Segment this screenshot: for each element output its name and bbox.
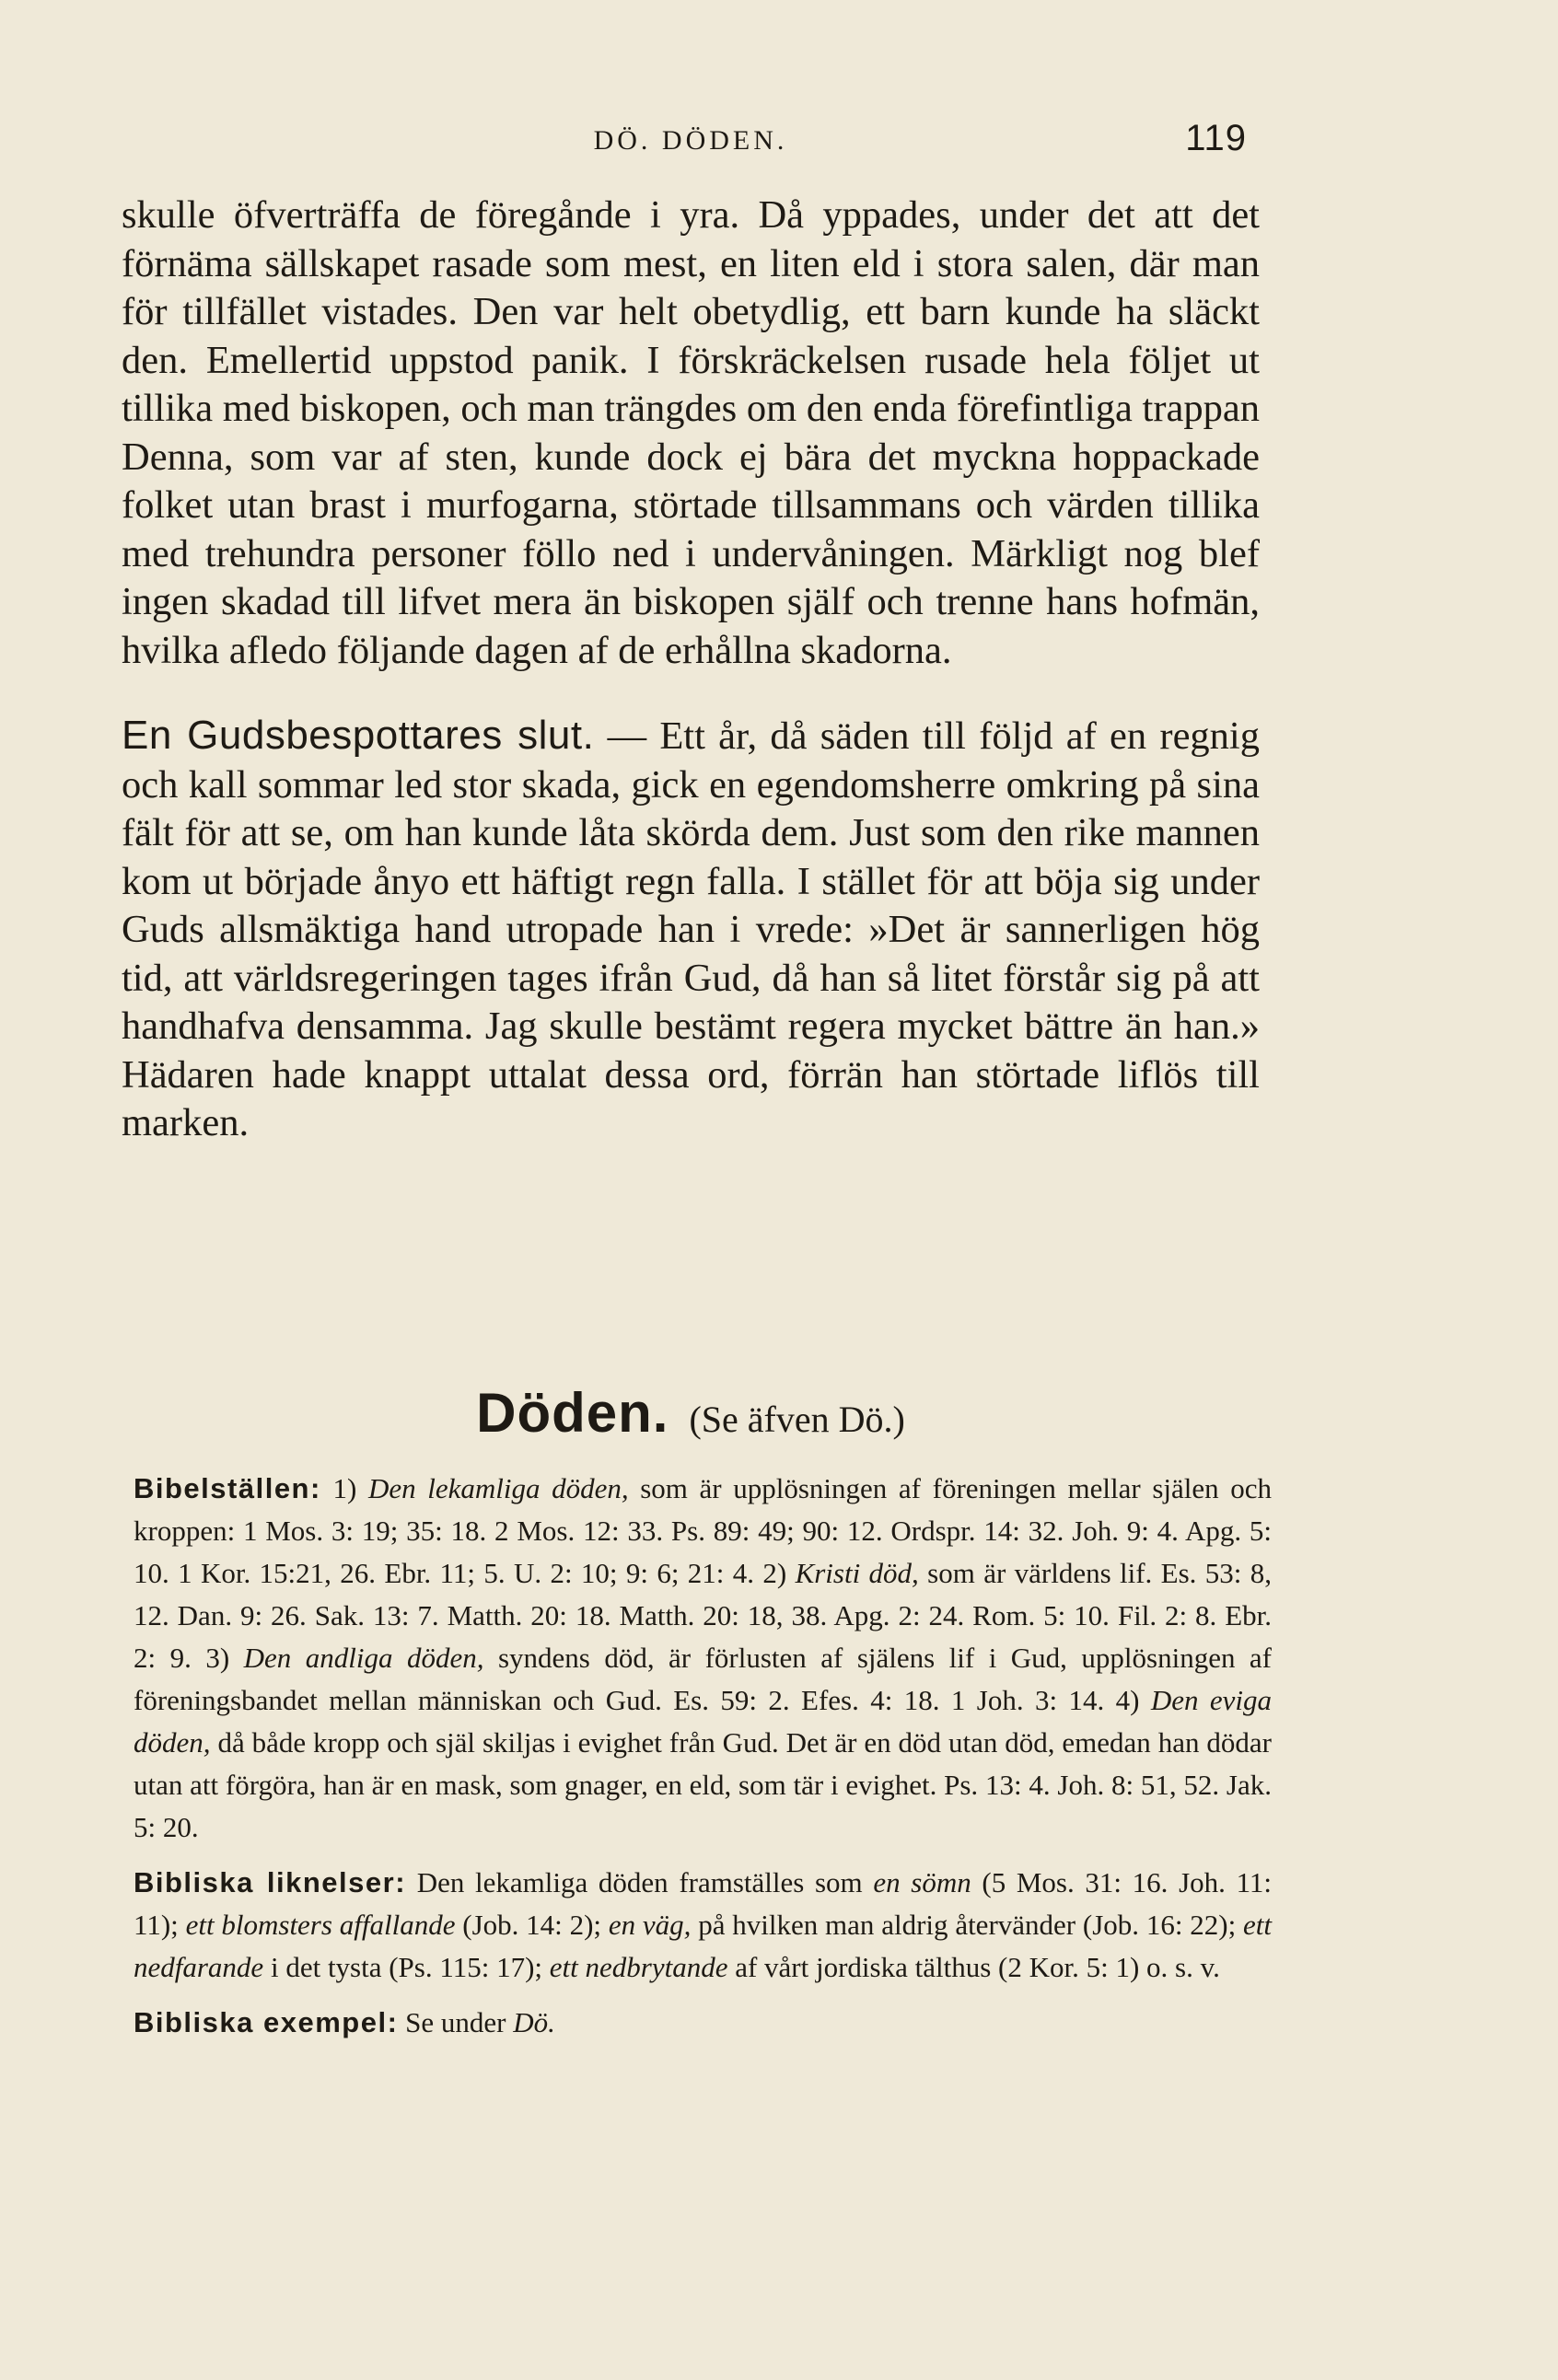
entry-emphasis: ett blomsters affallande xyxy=(185,1909,456,1941)
entry-text: syndens död, är förlusten af själens lif i Gud, upplösningen af föreningsbandet mellan människan och Gud. Es. 59: 2. Efes. 4: 18. 1 Joh. 3: 14. 4) xyxy=(134,1642,1273,1716)
entry-label: Bibliska liknelser: xyxy=(134,1866,407,1898)
entry-text: som är upplösningen af föreningen mellar själen och kroppen: 1 Mos. 3: 19; 35: 18. 2 Mos. 12: 33. Ps. 89: 49; 90: 12. Ordspr. 14: 32. Joh. 9: 4. Apg. 5: 10. 1 Kor. 15:21, 26. Ebr. 11; 5. U. 2: 10; 9: 6; 21: 4. 2) xyxy=(134,1472,1273,1589)
entry-emphasis: Den lekamliga döden, xyxy=(367,1472,629,1504)
entry-emphasis: Kristi död, xyxy=(795,1557,919,1589)
main-text xyxy=(122,192,1260,1148)
entry-text: då både kropp och själ skiljas i evighet från Gud. Det är en död utan död, emedan han dödar utan att förgöra, han är en mask, som gnager, en eld, som tär i evighet. Ps. 13: 4. Joh. 8: 51, 52. Jak. 5: 20. xyxy=(134,1726,1272,1843)
entry-label: Bibliska exempel: xyxy=(134,2006,399,2038)
entry-emphasis: Den eviga döden, xyxy=(134,1684,1272,1759)
liknelser-entry xyxy=(134,1862,1272,1989)
entry-text: af vårt jordiska tälthus (2 Kor. 5: 1) o. s. v. xyxy=(735,1951,1220,1983)
entry-emphasis: en väg, xyxy=(608,1909,692,1941)
section-title: Döden. xyxy=(476,1382,669,1444)
section-cross-reference: (Se äfven Dö.) xyxy=(689,1399,905,1440)
entry-emphasis: Den andliga döden, xyxy=(243,1642,484,1674)
page-header xyxy=(122,118,1260,173)
entry-text: Se under xyxy=(405,2006,506,2038)
entry-text: som är världens lif. Es. 53: 8, 12. Dan. 9: 26. Sak. 13: 7. Matth. 20: 18. Matth. 20: 18, 38. Apg. 2: 24. Rom. 5: 10. Fil. 2: 8. Ebr. 2: 9. 3) xyxy=(134,1557,1272,1674)
section-heading xyxy=(122,1381,1260,1445)
entry-emphasis: ett nedbrytande xyxy=(549,1951,728,1983)
paragraph-gudsbespottare xyxy=(122,712,1260,1148)
entry-emphasis: ett nedfarande xyxy=(134,1909,1272,1983)
entry-text: på hvilken man aldrig återvänder (Job. 16: 22); xyxy=(698,1909,1237,1941)
exempel-entry xyxy=(134,2002,1272,2044)
entry-emphasis: en sömn xyxy=(873,1866,971,1898)
entry-text: Den lekamliga döden framställes som xyxy=(416,1866,863,1898)
paragraph: skulle öfverträffa de föregånde i yra. Då yppades, under det att det förnäma sällskapet rasade som mest, en liten eld i stora salen, där man för tillfället vistades. Den var helt obetydlig, ett barn kunde ha släckt den. Emellertid uppstod panik. I förskräckelsen rusade hela följet ut tillika med biskopen, och man trängdes om den enda förefintliga trappan Denna, som var af sten, kunde dock ej bära det myckna hoppackade folket utan brast i murfogarna, störtade tillsammans och värden tillika med trehundra personer föllo ned i undervåningen. Märkligt nog blef ingen skadad till lifvet mera än biskopen själf och trenne hans hofmän, hvilka afledo följande dagen af de erhållna skadorna. xyxy=(122,193,1260,672)
bibelstallen-entry xyxy=(134,1468,1272,1849)
running-head: DÖ. DÖDEN. xyxy=(593,125,788,156)
entry-text: i det tysta (Ps. 115: 17); xyxy=(270,1951,543,1983)
entry-text: 1) xyxy=(332,1472,357,1504)
entry-label: Bibelställen: xyxy=(134,1472,321,1504)
entry-emphasis: Dö. xyxy=(513,2006,555,2038)
paragraph-text: — Ett år, då säden till följd af en regnig och kall sommar led stor skada, gick en egendomsherre omkring på sina fält för att se, om han kunde låta skörda dem. Just som den rike mannen kom ut började ånyo ett häftigt regn falla. I stället för att böja sig under Guds allsmäktiga hand utropade han i vrede: »Det är sannerligen hög tid, att världsregeringen tages ifrån Gud, då han så litet förstår sig på att handhafva densamma. Jag skulle bestämt regera mycket bättre än han.» Hädaren hade knappt uttalat dessa ord, förrän han störtade liflös till marken. xyxy=(122,714,1260,1144)
run-in-heading: En Gudsbespottares slut. xyxy=(122,713,595,758)
entry-text: (5 Mos. 31: 16. Joh. 11: 11); xyxy=(134,1866,1273,1941)
entry-text: (Job. 14: 2); xyxy=(462,1909,602,1941)
page-number: 119 xyxy=(1185,118,1247,158)
entry-body xyxy=(134,1468,1272,2057)
